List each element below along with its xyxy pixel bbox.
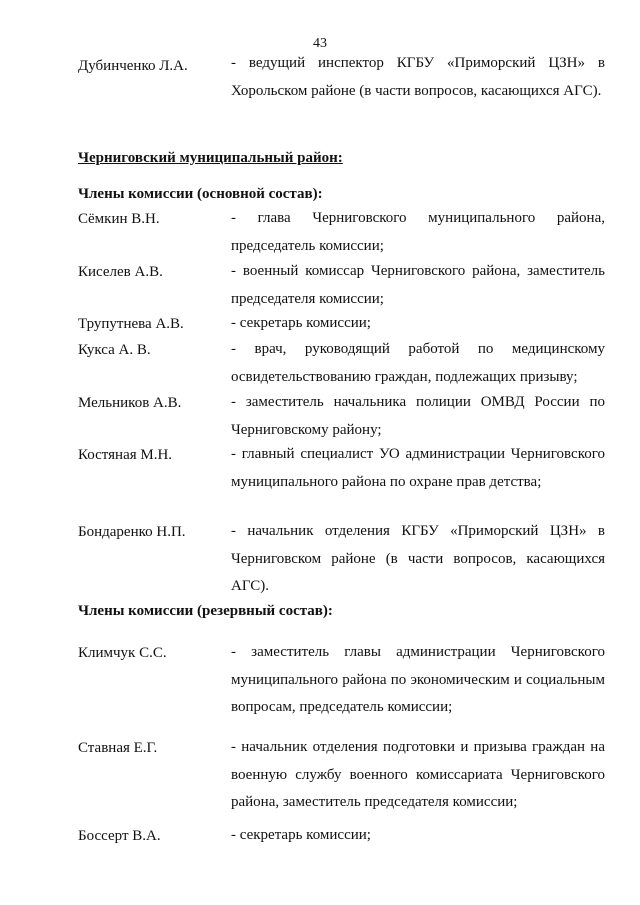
member-name: Дубинченко Л.А. (78, 58, 188, 74)
member-name: Костяная М.Н. (78, 447, 173, 463)
member-name: Мельников А.В. (78, 395, 182, 411)
member-role: - начальник отделения КГБУ «Приморский ЦЗН» в Черниговском районе (в части вопросов, касающихся АГС). (231, 523, 605, 594)
member-role: - начальник отделения подготовки и призыва граждан на военную службу военного комиссариата Черниговского района, заместитель председателя комиссии; (231, 739, 605, 810)
member-name: Сёмкин В.Н. (78, 211, 160, 227)
member-role: - секретарь комиссии; (231, 315, 371, 331)
member-role: - заместитель начальника полиции ОМВД России по Черниговскому району; (231, 394, 605, 438)
member-name: Кукса А. В. (78, 342, 151, 358)
member-name: Боссерт В.А. (78, 828, 161, 844)
member-name: Киселев А.В. (78, 264, 163, 280)
member-role: - военный комиссар Черниговского района, заместитель председателя комиссии; (231, 263, 605, 307)
member-role: - глава Черниговского муниципального района, председатель комиссии; (231, 210, 605, 254)
member-name: Трупутнева А.В. (78, 316, 184, 332)
member-name: Бондаренко Н.П. (78, 524, 186, 540)
reserve-composition-heading: Члены комиссии (резервный состав): (78, 603, 333, 619)
page-number: 43 (313, 36, 327, 51)
member-name: Климчук С.С. (78, 645, 167, 661)
district-heading: Черниговский муниципальный район: (78, 150, 343, 166)
main-composition-heading: Члены комиссии (основной состав): (78, 186, 323, 202)
member-role: - заместитель главы администрации Черниговского муниципального района по экономическим и социальным вопросам, председатель комиссии; (231, 644, 605, 715)
member-role: - ведущий инспектор КГБУ «Приморский ЦЗН» в Хорольском районе (в части вопросов, касающихся АГС). (231, 55, 605, 99)
member-name: Ставная Е.Г. (78, 740, 158, 756)
member-role: - врач, руководящий работой по медицинскому освидетельствованию граждан, подлежащих призыву; (231, 341, 605, 385)
member-role: - главный специалист УО администрации Черниговского муниципального района по охране прав детства; (231, 446, 605, 490)
member-role: - секретарь комиссии; (231, 827, 371, 843)
